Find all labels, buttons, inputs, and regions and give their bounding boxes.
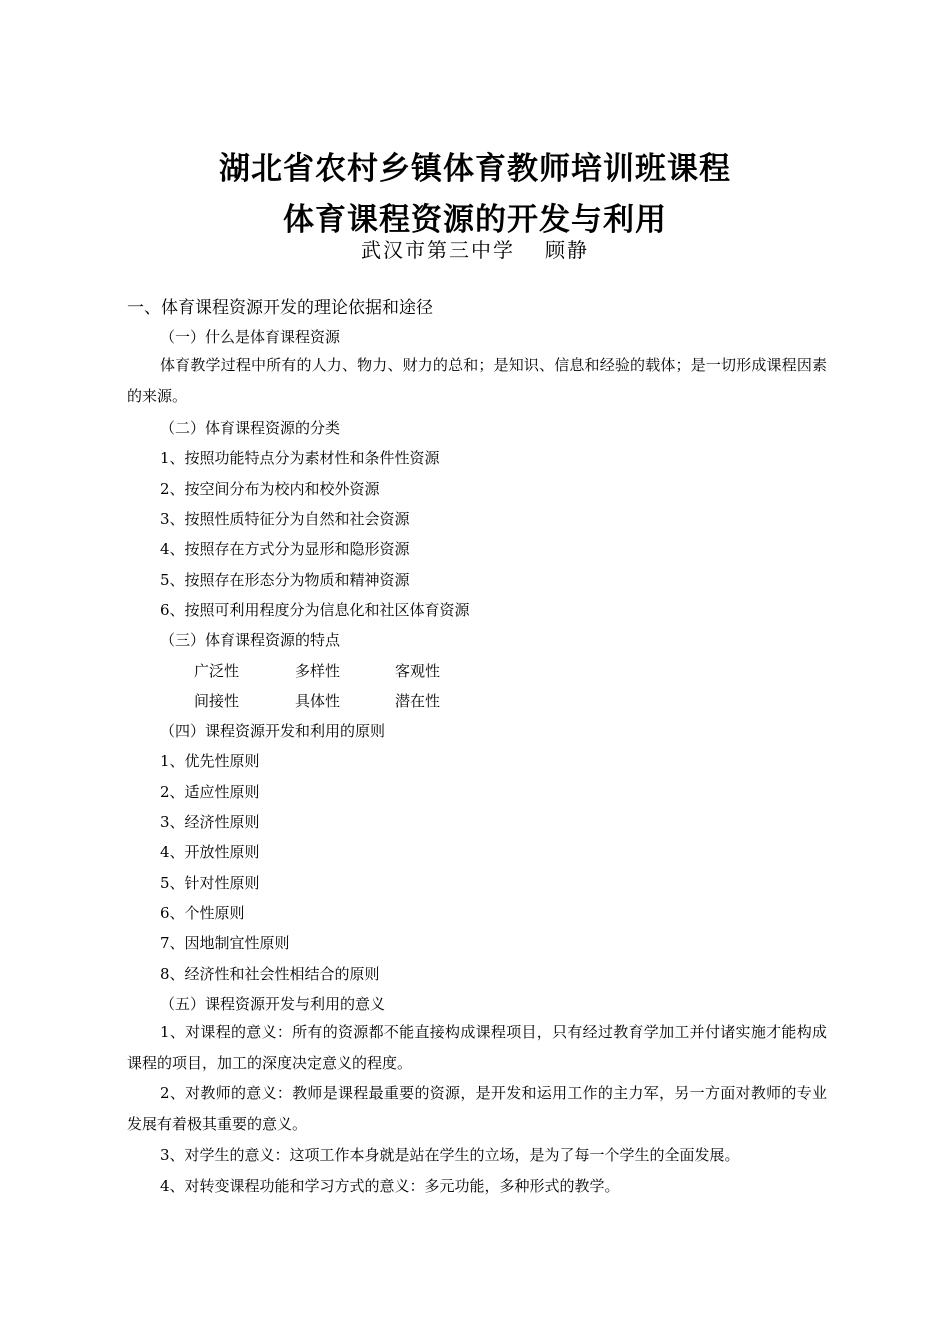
title-line-1: 湖北省农村乡镇体育教师培训班课程 bbox=[219, 151, 731, 187]
list-item: 1、优先性原则 bbox=[160, 752, 260, 770]
definition-paragraph: 体育教学过程中所有的人力、物力、财力的总和；是知识、信息和经验的载体；是一切形成课程因素的来源。 bbox=[127, 356, 827, 405]
list-item: 4、按照存在方式分为显形和隐形资源 bbox=[160, 540, 410, 558]
subheading-principles: （四）课程资源开发和利用的原则 bbox=[160, 722, 386, 740]
list-item: 2、按空间分布为校内和校外资源 bbox=[160, 480, 380, 498]
list-item: 5、按照存在形态分为物质和精神资源 bbox=[160, 571, 410, 589]
feature-item: 间接性 bbox=[194, 692, 240, 710]
significance-paragraph: 4、对转变课程功能和学习方式的意义：多元功能，多种形式的教学。 bbox=[160, 1177, 620, 1195]
feature-item: 潜在性 bbox=[395, 692, 441, 710]
subheading-classification: （二）体育课程资源的分类 bbox=[160, 419, 341, 437]
list-item: 3、经济性原则 bbox=[160, 813, 260, 831]
subheading-what-is: （一）什么是体育课程资源 bbox=[160, 328, 341, 346]
author-school: 武汉市第三中学 bbox=[361, 238, 515, 262]
list-item: 1、按照功能特点分为素材性和条件性资源 bbox=[160, 449, 440, 467]
feature-item: 广泛性 bbox=[194, 662, 240, 680]
subheading-features: （三）体育课程资源的特点 bbox=[160, 631, 341, 649]
feature-item: 多样性 bbox=[295, 662, 341, 680]
author-name: 顾静 bbox=[545, 238, 589, 262]
list-item: 8、经济性和社会性相结合的原则 bbox=[160, 965, 380, 983]
significance-paragraph: 3、对学生的意义：这项工作本身就是站在学生的立场，是为了每一个学生的全面发展。 bbox=[160, 1146, 740, 1164]
list-item: 4、开放性原则 bbox=[160, 843, 260, 861]
subheading-significance: （五）课程资源开发与利用的意义 bbox=[160, 995, 386, 1013]
feature-item: 客观性 bbox=[395, 662, 441, 680]
list-item: 6、个性原则 bbox=[160, 904, 245, 922]
list-item: 2、适应性原则 bbox=[160, 783, 260, 801]
feature-item: 具体性 bbox=[295, 692, 341, 710]
author-line bbox=[0, 234, 950, 263]
list-item: 3、按照性质特征分为自然和社会资源 bbox=[160, 510, 410, 528]
significance-paragraph: 1、对课程的意义：所有的资源都不能直接构成课程项目，只有经过教育学加工并付诸实施才能构成课程的项目，加工的深度决定意义的程度。 bbox=[127, 1023, 827, 1072]
section-heading: 一、体育课程资源开发的理论依据和途径 bbox=[127, 298, 433, 318]
significance-paragraph: 2、对教师的意义：教师是课程最重要的资源，是开发和运用工作的主力军，另一方面对教师的专业发展有着极其重要的意义。 bbox=[127, 1084, 827, 1133]
list-item: 7、因地制宜性原则 bbox=[160, 934, 290, 952]
title-line-2: 体育课程资源的开发与利用 bbox=[283, 202, 667, 238]
list-item: 5、针对性原则 bbox=[160, 874, 260, 892]
list-item: 6、按照可利用程度分为信息化和社区体育资源 bbox=[160, 601, 470, 619]
